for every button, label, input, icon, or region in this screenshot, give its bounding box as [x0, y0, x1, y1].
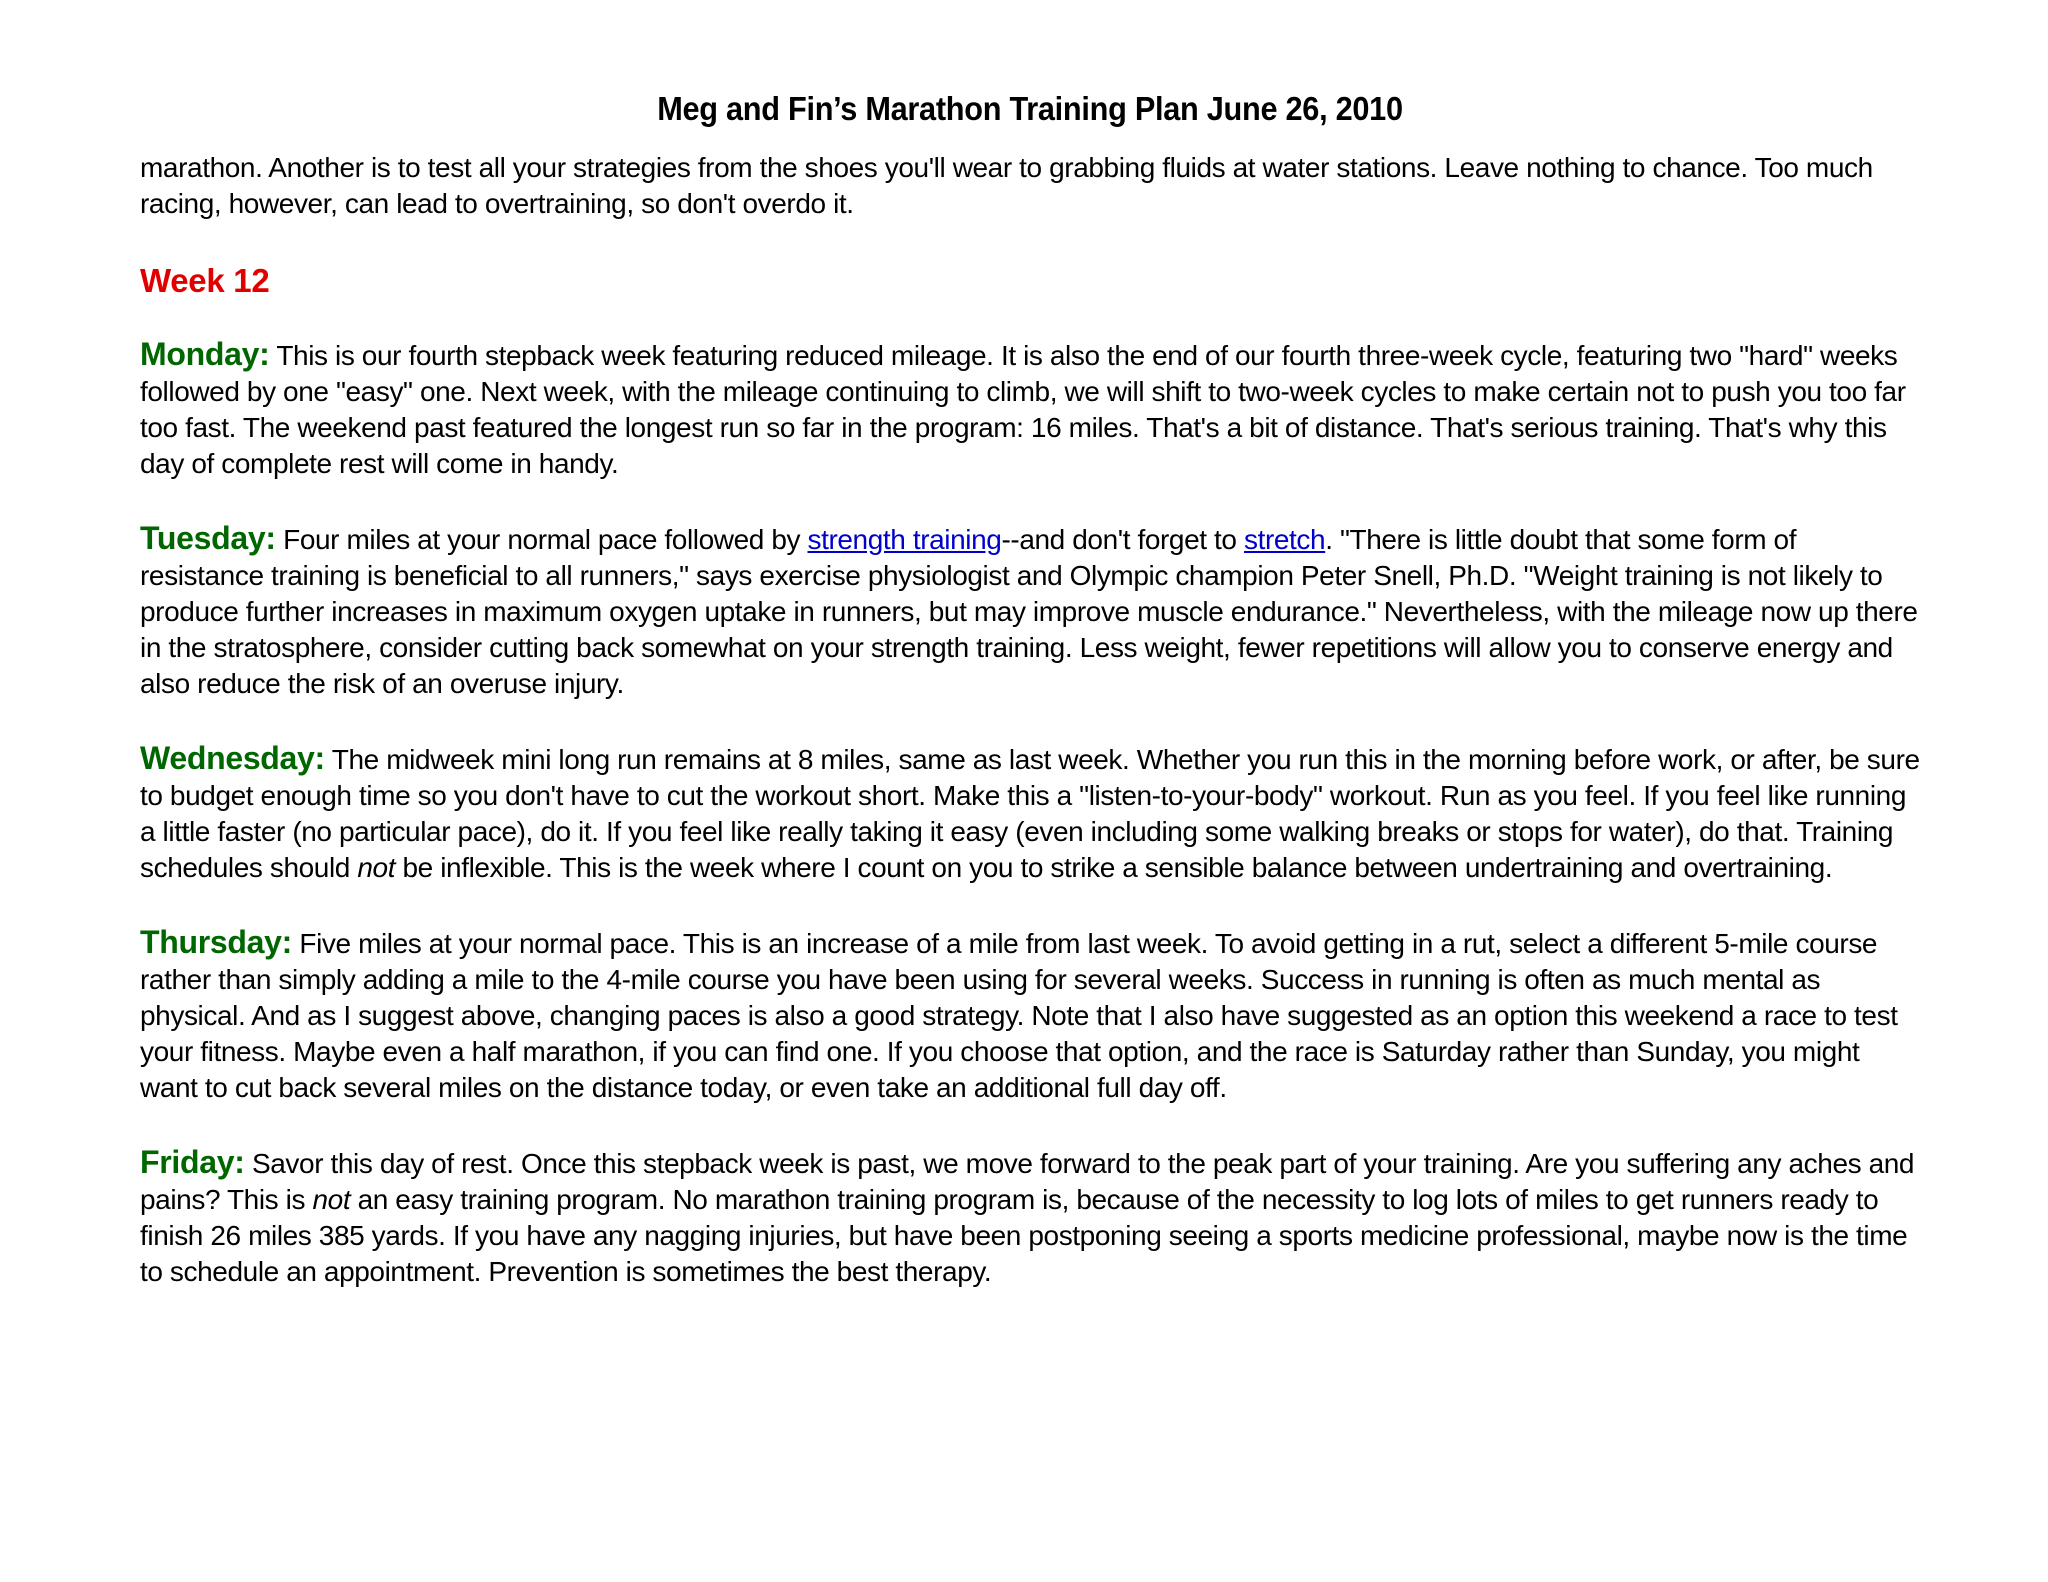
tuesday-paragraph [140, 520, 1920, 702]
wednesday-text-end: be inflexible. This is the week where I count on you to strike a sensible balance between undertraining and overtraining. [395, 852, 1833, 883]
thursday-paragraph [140, 924, 1920, 1106]
friday-text-end: an easy training program. No marathon training program is, because of the necessity to log lots of miles to get runners ready to finish 26 miles 385 yards. If you have any nagging injuries, but have been postponing seeing a sports medicine professional, maybe now is the time to schedule an appointment. Prevention is sometimes the best therapy. [140, 1184, 1908, 1287]
tuesday-text-end: . "There is little doubt that some form of resistance training is beneficial to all runners," says exercise physiologist and Olympic champion Peter Snell, Ph.D. "Weight training is not likely to produce further increases in maximum oxygen uptake in runners, but may improve muscle endurance." Nevertheless, with the mileage now up there in the stratosphere, consider cutting back somewhat on your strength training. Less weight, fewer repetitions will allow you to conserve energy and also reduce the risk of an overuse injury. [140, 524, 1918, 699]
page-title: Meg and Fin’s Marathon Training Plan June 26, 2010 [657, 90, 1403, 127]
friday-paragraph [140, 1144, 1920, 1290]
strength-training-link[interactable]: strength training [807, 524, 1002, 555]
tuesday-text-middle: --and don't forget to [1001, 524, 1244, 555]
friday-emphasis: not [312, 1184, 351, 1215]
stretch-link[interactable]: stretch [1243, 524, 1326, 555]
tuesday-text-start: Four miles at your normal pace followed by [283, 524, 808, 555]
thursday-text: Five miles at your normal pace. This is an increase of a mile from last week. To avoid getting in a rut, select a different 5-mile course rather than simply adding a mile to the 4-mile course you have been using for several weeks. Success in running is often as much mental as physical. And as I suggest above, changing paces is also a good strategy. Note that I also have suggested as an option this weekend a race to test your fitness. Maybe even a half marathon, if you can find one. If you choose that option, and the race is Saturday rather than Sunday, you might want to cut back several miles on the distance today, or even take an additional full day off. [140, 928, 1898, 1103]
friday-text-start: Savor this day of rest. Once this stepback week is past, we move forward to the peak part of your training. Are you suffering any aches and pains? This is [140, 1148, 1915, 1215]
monday-paragraph [140, 336, 1920, 482]
intro-paragraph: marathon. Another is to test all your strategies from the shoes you'll wear to grabbing fluids at water stations. Leave nothing to chance. Too much racing, however, can lead to overtraining, so don't overdo it. [140, 152, 1873, 219]
friday-label: Friday: [140, 1144, 245, 1180]
document-page [140, 90, 1920, 1328]
tuesday-label: Tuesday: [140, 520, 276, 556]
wednesday-emphasis: not [357, 852, 396, 883]
monday-label: Monday: [140, 336, 270, 372]
thursday-label: Thursday: [140, 924, 292, 960]
wednesday-paragraph [140, 740, 1920, 886]
week-heading: Week 12 [140, 262, 270, 299]
wednesday-label: Wednesday: [140, 740, 325, 776]
monday-text: This is our fourth stepback week featuring reduced mileage. It is also the end of our fourth three-week cycle, featuring two "hard" weeks followed by one "easy" one. Next week, with the mileage continuing to climb, we will shift to two-week cycles to make certain not to push you too far too fast. The weekend past featured the longest run so far in the program: 16 miles. That's a bit of distance. That's serious training. That's why this day of complete rest will come in handy. [140, 340, 1906, 479]
wednesday-text-start: The midweek mini long run remains at 8 miles, same as last week. Whether you run this in the morning before work, or after, be sure to budget enough time so you don't have to cut the workout short. Make this a "listen-to-your-body" workout. Run as you feel. If you feel like running a little faster (no particular pace), do it. If you feel like really taking it easy (even including some walking breaks or stops for water), do that. Training schedules should [140, 744, 1920, 883]
